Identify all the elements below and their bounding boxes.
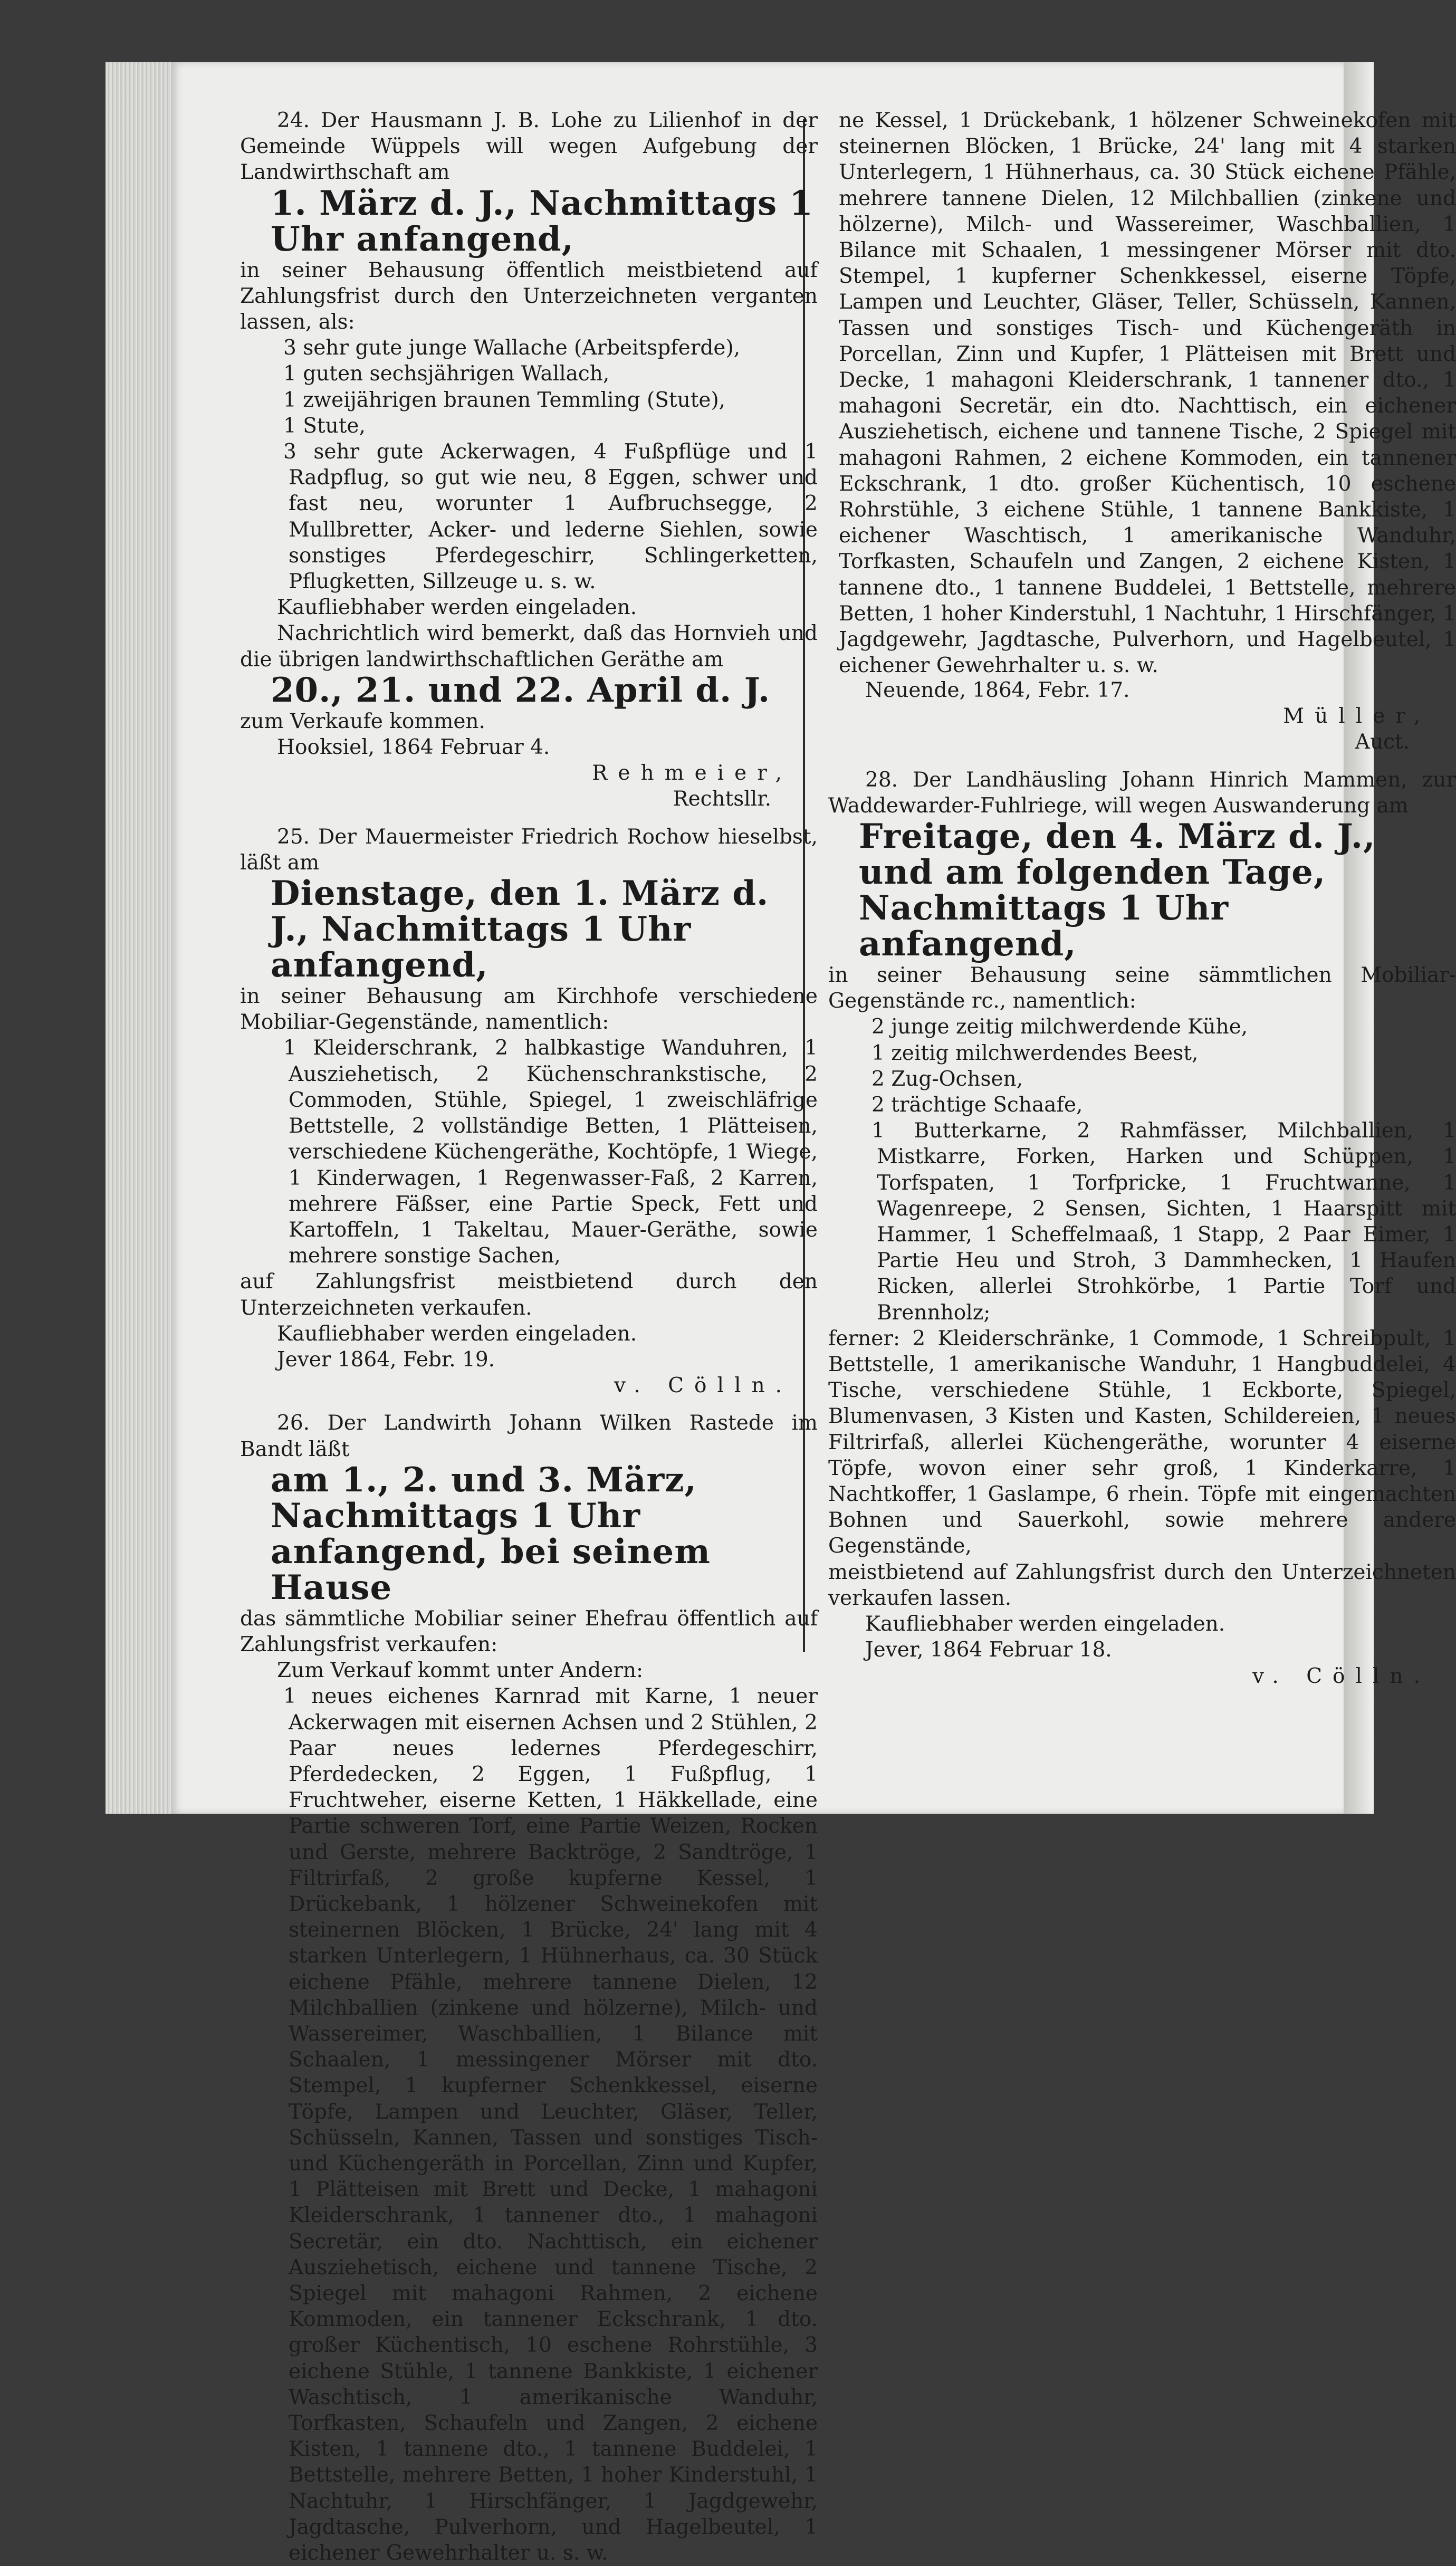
notice-body: in seiner Behausung öffentlich meistbietend auf Zahlungsfrist durch den Unterzeichneten verganten lassen, als: xyxy=(240,258,818,334)
notice-26 xyxy=(240,1410,818,2565)
notice-date-headline: Freitage, den 4. März d. J., und am folgenden Tage, Nachmittags 1 Uhr anfangend, xyxy=(859,817,1376,964)
notice-place-date: Hooksiel, 1864 Februar 4. xyxy=(277,735,550,760)
book-page xyxy=(171,62,1456,2565)
notice-signature: Rehmeier, xyxy=(592,761,792,786)
notice-intro: 25. Der Mauermeister Friedrich Rochow hieselbst, läßt am xyxy=(240,825,818,875)
notice-28 xyxy=(828,767,1456,1689)
notice-25 xyxy=(240,824,818,1399)
notice-intro: 28. Der Landhäusling Johann Hinrich Mammen, zur Waddewarder-Fuhlriege, will wegen Auswanderung am xyxy=(828,768,1456,818)
notice-place-date: Neuende, 1864, Febr. 17. xyxy=(865,678,1130,702)
notice-closing: Kaufliebhaber werden eingeladen. xyxy=(865,1612,1225,1636)
list-item: 2 trächtige Schaafe, xyxy=(871,1093,1083,1117)
notice-body-end: meistbietend auf Zahlungsfrist durch den Unterzeichneten verkaufen lassen. xyxy=(828,1560,1456,1610)
list-item: 1 zweijährigen braunen Temmling (Stute), xyxy=(283,388,726,412)
list-item: 2 Zug-Ochsen, xyxy=(871,1067,1023,1091)
notice-note: Nachrichtlich wird bemerkt, daß das Hornvieh und die übrigen landwirthschaftlichen Geräthe am xyxy=(240,621,818,672)
notice-closing: Kaufliebhaber werden eingeladen. xyxy=(277,596,637,620)
notice-intro: 26. Der Landwirth Johann Wilken Rastede im Bandt läßt xyxy=(240,1411,818,1461)
list-item: 1 Butterkarne, 2 Rahmfässer, Milchballien, 1 Mistkarre, Forken, Harken und Schüppen, 1 Torfspaten, 1 Torfpricke, 1 Fruchtwanne, 1 Wagenreepe, 2 Sensen, Sichten, 1 Haarspitt mit Hammer, 1 Scheffelmaaß, 1 Stapp, 2 Paar Eimer, 1 Partie Heu und Stroh, 3 Dammhecken, 1 Haufen Ricken, allerlei Strohkörbe, 1 Partie Torf und Brennholz; xyxy=(871,1119,1456,1325)
notice-date-headline: am 1., 2. und 3. März, Nachmittags 1 Uhr anfangend, bei seinem Hause xyxy=(271,1460,711,1607)
list-item: 3 sehr gute Ackerwagen, 4 Fußpflüge und 1 Radpflug, so gut wie neu, 8 Eggen, schwer und fast neu, worunter 1 Aufbruchsegge, 2 Mullbretter, Acker- und lederne Siehlen, sowie sonstiges Pferdegeschirr, Schlingerketten, Pflugketten, Sillzeuge u. s. w. xyxy=(283,440,818,594)
notice-body: das sämmtliche Mobiliar seiner Ehefrau öffentlich auf Zahlungsfrist verkaufen: xyxy=(240,1606,818,1657)
notice-body-end: auf Zahlungsfrist meistbietend durch den Unterzeichneten verkaufen. xyxy=(240,1270,818,1320)
notice-signature: Müller, xyxy=(1283,704,1431,729)
list-item: 1 zeitig milchwerdendes Beest, xyxy=(871,1041,1199,1065)
notice-26-continued xyxy=(828,108,1456,755)
list-item: 2 junge zeitig milchwerdende Kühe, xyxy=(871,1015,1248,1039)
notice-intro: 24. Der Hausmann J. B. Lohe zu Lilienhof in der Gemeinde Wüppels will wegen Aufgebung der Landwirthschaft am xyxy=(240,109,818,185)
notice-body: in seiner Behausung seine sämmtlichen Mobiliar-Gegenstände rc., namentlich: xyxy=(828,963,1456,1013)
notice-items-continued: ne Kessel, 1 Drückebank, 1 hölzener Schweinekofen mit steinernen Blöcken, 1 Brücke, 24' lang mit 4 starken Unterlegern, 1 Hühnerhaus, ca. 30 Stück eichene Pfähle, mehrere tannene Dielen, 12 Milchballien (zinkene und hölzerne), Milch- und Wassereimer, Waschballien, 1 Bilance mit Schaalen, 1 messingener Mörser mit dto. Stempel, 1 kupferner Schenkkessel, eiserne Töpfe, Lampen und Leuchter, Gläser, Teller, Schüsseln, Kannen, Tassen und sonstiges Tisch- und Küchengeräth in Porcellan, Zinn und Kupfer, 1 Plätteisen mit Brett und Decke, 1 mahagoni Kleiderschrank, 1 tannener dto., 1 mahagoni Secretär, ein dto. Nachttisch, ein eichener Ausziehetisch, eichene und tannene Tische, 2 Spiegel mit mahagoni Rahmen, 2 eichene Kommoden, ein tannener Eckschrank, 1 dto. großer Küchentisch, 10 eschene Rohrstühle, 3 eichene Stühle, 1 tannene Bankkiste, 1 eichener Waschtisch, 1 amerikanische Wanduhr, Torfkasten, Schaufeln und Zangen, 2 eichene Kisten, 1 tannene dto., 1 tannene Buddelei, 1 Bettstelle, mehrere Betten, 1 hoher Kinderstuhl, 1 Nachtuhr, 1 Hirschfänger, 1 Jagdgewehr, Jagdtasche, Pulverhorn, und Hagelbeutel, 1 eichener Gewehrhalter u. s. w. xyxy=(839,109,1456,678)
notice-closing: Kaufliebhaber werden eingeladen. xyxy=(277,1322,637,1346)
right-column xyxy=(828,108,1456,1689)
notice-ferner: ferner: 2 Kleiderschränke, 1 Commode, 1 Schreibpult, 1 Bettstelle, 1 amerikanische Wanduhr, 1 Hangbuddelei, 4 Tische, verschiedene Stühle, 1 Eckborte, Spiegel, Blumenvasen, 3 Kisten und Kasten, Schildereien, 1 neues Filtrirfaß, allerlei Küchengeräthe, worunter 4 eiserne Töpfe, wovon einer sehr groß, 1 Kinderkarre, 1 Nachtkoffer, 1 Gaslampe, 6 rhein. Töpfe mit eingemachten Bohnen und Sauerkohl, sowie mehrere andere Gegenstände, xyxy=(828,1326,1456,1558)
notice-signature-title: Rechtsllr. xyxy=(673,787,771,811)
notice-signature: v. Cölln. xyxy=(614,1374,792,1398)
page-edge-stack xyxy=(106,62,175,1814)
notice-signature: v. Cölln. xyxy=(1252,1664,1431,1688)
notice-date-headline: 1. März d. J., Nachmittags 1 Uhr anfangend, xyxy=(271,183,813,259)
notice-note-end: zum Verkaufe kommen. xyxy=(240,709,485,733)
notice-place-date: Jever, 1864 Februar 18. xyxy=(865,1638,1112,1662)
list-item: 1 Stute, xyxy=(283,414,366,438)
notice-place-date: Jever 1864, Febr. 19. xyxy=(277,1347,495,1372)
notice-body: in seiner Behausung am Kirchhofe verschiedene Mobiliar-Gegenstände, namentlich: xyxy=(240,984,818,1035)
notice-signature-title: Auct. xyxy=(1355,730,1410,754)
notice-items: 1 neues eichenes Karnrad mit Karne, 1 neuer Ackerwagen mit eisernen Achsen und 2 Stühlen, 2 Paar neues ledernes Pferdegeschirr, Pferdedecken, 2 Eggen, 1 Fußpflug, 1 Fruchtweher, eiserne Ketten, 1 Häkkellade, eine Partie schweren Torf, eine Partie Weizen, Rocken und Gerste, mehrere Backtröge, 2 Sandtröge, 1 Filtrirfaß, 2 große kupferne Kessel, 1 Drückebank, 1 hölzener Schweinekofen mit steinernen Blöcken, 1 Brücke, 24' lang mit 4 starken Unterlegern, 1 Hühnerhaus, ca. 30 Stück eichene Pfähle, mehrere tannene Dielen, 12 Milchballien (zinkene und hölzerne), Milch- und Wassereimer, Waschballien, 1 Bilance mit Schaalen, 1 messingener Mörser mit dto. Stempel, 1 kupferner Schenkkessel, eiserne Töpfe, Lampen und Leuchter, Gläser, Teller, Schüsseln, Kannen, Tassen und sonstiges Tisch- und Küchengeräth in Porcellan, Zinn und Kupfer, 1 Plätteisen mit Brett und Decke, 1 mahagoni Kleiderschrank, 1 tannener dto., 1 mahagoni Secretär, ein dto. Nachttisch, ein eichener Ausziehetisch, eichene und tannene Tische, 2 Spiegel mit mahagoni Rahmen, 2 eichene Kommoden, ein tannener Eckschrank, 1 dto. großer Küchentisch, 10 eschene Rohrstühle, 3 eichene Stühle, 1 tannene Bankkiste, 1 eichener Waschtisch, 1 amerikanische Wanduhr, Torfkasten, Schaufeln und Zangen, 2 eichene Kisten, 1 tannene dto., 1 tannene Buddelei, 1 Bettstelle, mehrere Betten, 1 hoher Kinderstuhl, 1 Nachtuhr, 1 Hirschfänger, 1 Jagdgewehr, Jagdtasche, Pulverhorn, und Hagelbeutel, 1 eichener Gewehrhalter u. s. w. xyxy=(283,1684,818,2565)
notice-subhead: Zum Verkauf kommt unter Andern: xyxy=(277,1659,644,1683)
notice-second-date: 20., 21. und 22. April d. J. xyxy=(271,670,771,710)
notice-24 xyxy=(240,108,818,812)
left-column xyxy=(240,108,818,2565)
notice-items: 1 Kleiderschrank, 2 halbkastige Wanduhren, 1 Ausziehetisch, 2 Küchenschrankstische, 2 Commoden, Stühle, Spiegel, 1 zweischläfrige Bettstelle, 2 vollständige Betten, 1 Plätteisen, verschiedene Küchengeräthe, Kochtöpfe, 1 Wiege, 1 Kinderwagen, 1 Regenwasser-Faß, 2 Karren, mehrere Fäßser, eine Partie Speck, Fett und Kartoffeln, 1 Takeltau, Mauer-Geräthe, sowie mehrere sonstige Sachen, xyxy=(283,1036,818,1268)
list-item: 3 sehr gute junge Wallache (Arbeitspferde), xyxy=(283,336,741,360)
list-item: 1 guten sechsjährigen Wallach, xyxy=(283,362,610,386)
notice-date-headline: Dienstage, den 1. März d. J., Nachmittags 1 Uhr anfangend, xyxy=(271,874,769,985)
